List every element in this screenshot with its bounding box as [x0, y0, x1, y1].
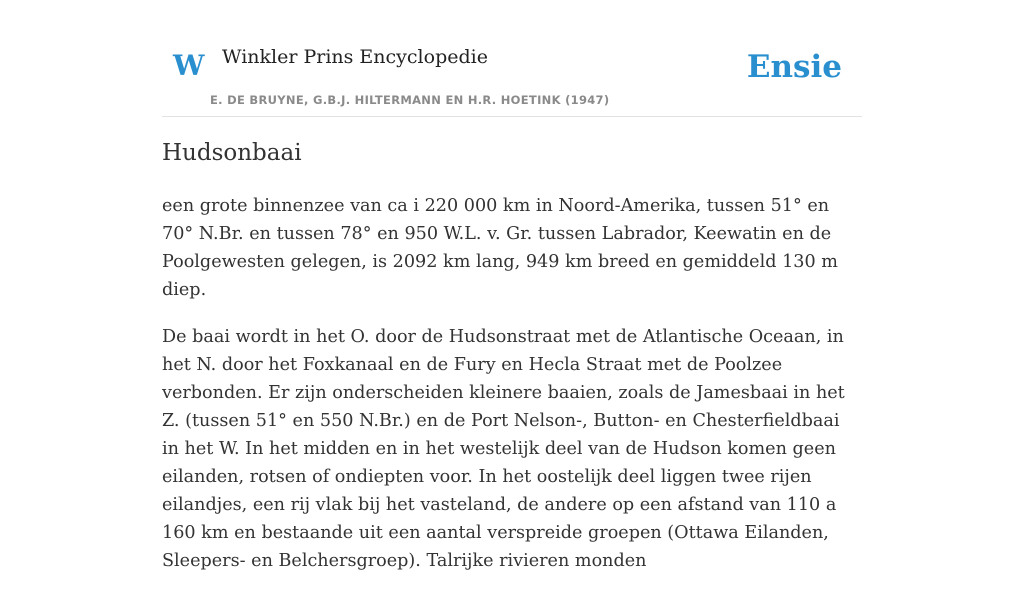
article-paragraph: De baai wordt in het O. door de Hudsonstraat met de Atlantische Oceaan, in het N. door het Foxkanaal en de Fury en Hecla Straat met de Poolzee verbonden. Er zijn onderscheiden kleinere baaien, zoals de Jamesbaai in het Z. (tussen 51° en 550 N.Br.) en de Port Nelson-, Button- en Chesterfieldbaai in het W. In het midden en in het westelijk deel van de Hudson komen geen eilanden, rotsen of ondiepten voor. In het oostelijk deel liggen twee rijen eilandjes, een rij vlak bij het vasteland, de andere op een afstand van 110 a 160 km en bestaande uit een aantal verspreide groepen (Ottawa Eilanden, Sleepers- en Belchersgroep). Talrijke rivieren monden — [162, 327, 845, 571]
article-title: Hudsonbaai — [162, 140, 302, 166]
publication-logo-icon[interactable]: W — [173, 49, 205, 82]
publication-header — [162, 0, 862, 117]
article-paragraph: een grote binnenzee van ca i 220 000 km in Noord-Amerika, tussen 51° en 70° N.Br. en tussen 78° en 950 W.L. v. Gr. tussen Labrador, Keewatin en de Poolgewesten gelegen, is 2092 km lang, 949 km breed en gemiddeld 130 m diep. — [162, 196, 838, 300]
article-body — [162, 192, 862, 594]
ensie-logo-link[interactable]: Ensie — [746, 49, 842, 85]
publication-authors: E. DE BRUYNE, G.B.J. HILTERMANN EN H.R. HOETINK (1947) — [210, 93, 610, 107]
publication-title[interactable]: Winkler Prins Encyclopedie — [222, 46, 488, 68]
